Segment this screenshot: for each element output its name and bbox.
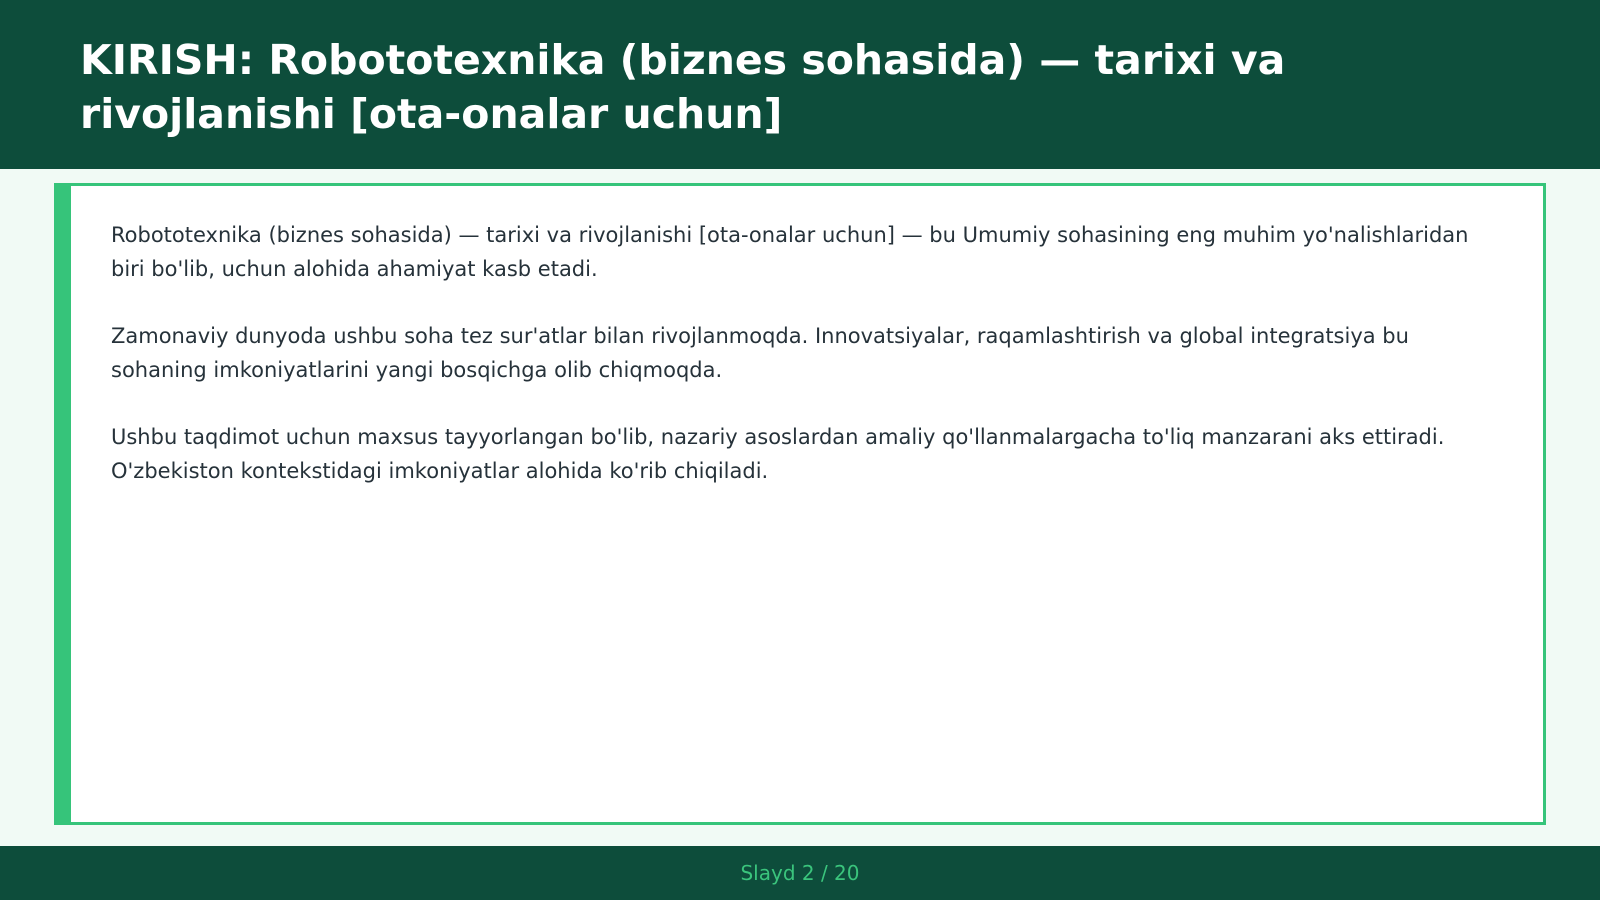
slide-title: KIRISH: Robototexnika (biznes sohasida) — tarixi va rivojlanishi [ota-onalar uchun]	[80, 36, 1286, 138]
slide-header	[0, 0, 1600, 169]
intro-paragraph: Robototexnika (biznes sohasida) — tarixi va rivojlanishi [ota-onalar uchun] — bu Umumiy sohasining eng muhim yo'nalishlaridan biri bo'lib, uchun alohida ahamiyat kasb etadi.	[111, 223, 1469, 281]
presentation-purpose-paragraph: Ushbu taqdimot uchun maxsus tayyorlangan bo'lib, nazariy asoslardan amaliy qo'llanmalargacha to'liq manzarani aks ettiradi. O'zbekiston kontekstidagi imkoniyatlar alohida ko'rib chiqiladi.	[111, 425, 1445, 483]
modern-world-paragraph: Zamonaviy dunyoda ushbu soha tez sur'atlar bilan rivojlanmoqda. Innovatsiyalar, raqamlashtirish va global integratsiya bu sohaning imkoniyatlarini yangi bosqichga olib chiqmoqda.	[111, 324, 1409, 382]
slide-counter: Slayd 2 / 20	[740, 861, 860, 885]
content-card	[54, 183, 1546, 825]
slide-footer	[0, 846, 1600, 900]
